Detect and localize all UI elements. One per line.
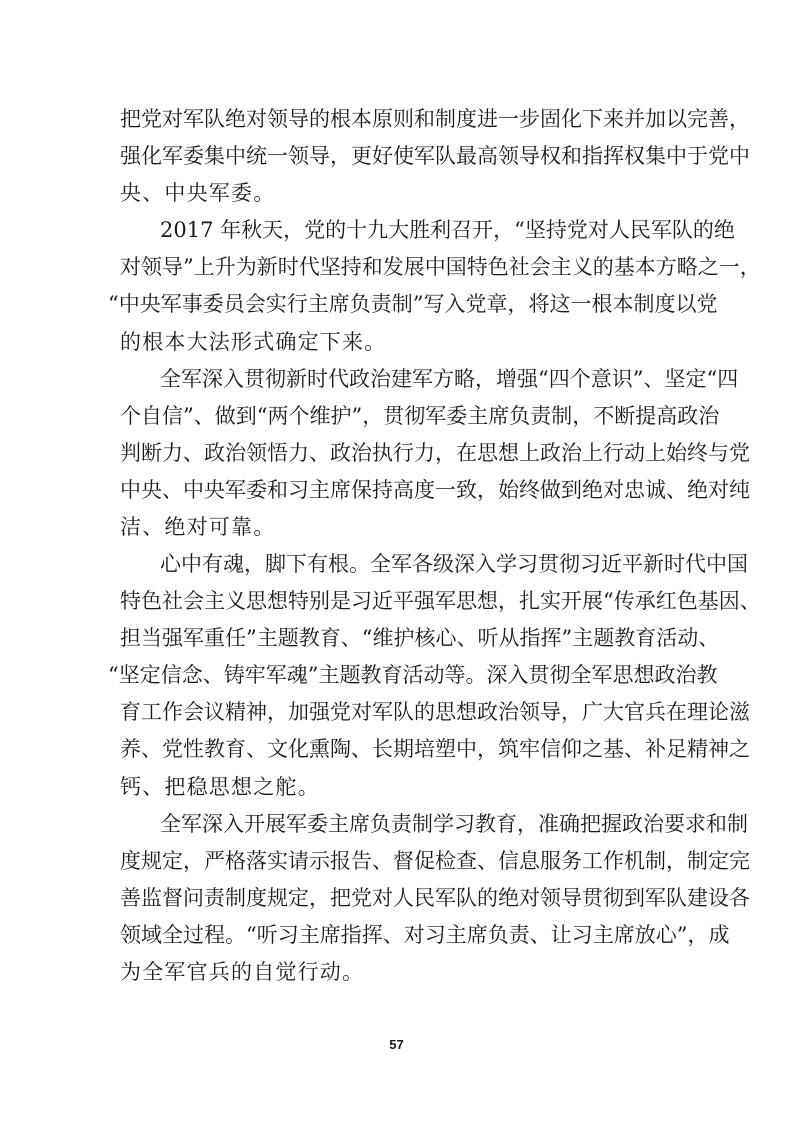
text-line: 强化军委集中统一领导，更好使军队最高领导权和指挥权集中于党中	[120, 144, 750, 168]
page-number: 57	[389, 1037, 404, 1052]
text-line: 钙、把稳思想之舵。	[120, 775, 320, 799]
text-line: 判断力、政治领悟力、政治执行力，在思想上政治上行动上始终与党	[120, 441, 750, 465]
text-line: “坚定信念、铸牢军魂”主题教育活动等。深入贯彻全军思想政治教	[108, 663, 718, 687]
text-line: 央、中央军委。	[120, 181, 276, 205]
text-line: 心中有魂，脚下有根。全军各级深入学习贯彻习近平新时代中国	[160, 552, 748, 576]
text-line: 领域全过程。“听习主席指挥、对习主席负责、让习主席放心”，成	[120, 923, 730, 947]
text-line: 养、党性教育、文化熏陶、长期培塑中，筑牢信仰之基、补足精神之	[120, 737, 750, 761]
text-line: 全军深入贯彻新时代政治建军方略，增强“四个意识”、坚定“四	[160, 367, 739, 391]
text-line: 育工作会议精神，加强党对军队的思想政治领导，广大官兵在理论滋	[120, 700, 750, 724]
text-line: 善监督问责制度规定，把党对人民军队的绝对领导贯彻到军队建设各	[120, 886, 750, 910]
text-line: 为全军官兵的自觉行动。	[120, 960, 365, 984]
text-line: “中央军事委员会实行主席负责制”写入党章，将这一根本制度以党	[108, 292, 718, 316]
text-line: 洁、绝对可靠。	[120, 515, 276, 539]
text-line: 全军深入开展军委主席负责制学习教育，准确把握政治要求和制	[160, 812, 748, 836]
text-line: 特色社会主义思想特别是习近平强军思想，扎实开展“传承红色基因、	[120, 589, 761, 613]
text-line: 度规定，严格落实请示报告、督促检查、信息服务工作机制，制定完	[120, 849, 750, 873]
text-line: 2017 年秋天，党的十九大胜利召开，“坚持党对人民军队的绝	[160, 218, 735, 242]
text-line: 担当强军重任”主题教育、“维护核心、听从指挥”主题教育活动、	[120, 626, 720, 650]
text-line: 个自信”、做到“两个维护”，贯彻军委主席负责制，不断提高政治	[120, 404, 720, 428]
text-line: 的根本大法形式确定下来。	[120, 330, 387, 354]
text-line: 把党对军队绝对领导的根本原则和制度进一步固化下来并加以完善，	[120, 107, 750, 131]
text-line: 对领导”上升为新时代坚持和发展中国特色社会主义的基本方略之一，	[120, 255, 761, 279]
text-line: 中央、中央军委和习主席保持高度一致，始终做到绝对忠诚、绝对纯	[120, 478, 750, 502]
